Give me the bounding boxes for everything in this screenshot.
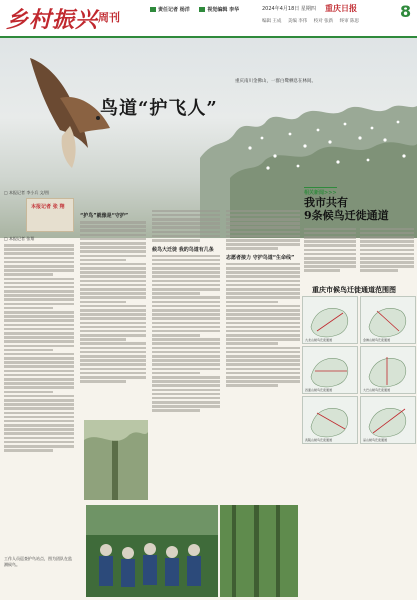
editor-info [150,6,247,13]
article-photo [220,505,298,597]
body-column-4 [226,208,300,389]
issue-date: 2024年4月18日 星期四 [262,6,316,12]
body-text [4,244,74,452]
map-panel [302,346,358,394]
staff-item: 编辑 王成 [262,19,282,24]
photo-illustration [220,505,298,597]
staff-line [262,18,364,24]
staff-item: 终审 陈思 [339,19,360,24]
sidebar-column [304,226,356,274]
staff-item: 校对 张新 [313,19,334,24]
map-illustration [361,397,415,443]
weekly-label: 周刊 [98,11,120,24]
map-illustration [303,297,357,343]
map-panel [360,396,416,444]
photo-credit: □ 本报记者 李小兵 文/图 [4,190,49,195]
map-caption: 武陵山候鸟迁徙通道 [305,438,333,442]
square-icon [199,7,205,12]
body-text [304,228,356,272]
section-logo: 乡村振兴 [6,7,99,33]
map-title: 重庆市候鸟迁徙通道范围图 [312,286,396,294]
lead-box [26,198,74,232]
article-headline: 鸟道“护飞人” [100,98,218,119]
square-icon [150,7,156,12]
map-caption: 金佛山候鸟迁徙通道 [363,338,391,342]
map-illustration [361,347,415,393]
section-tag: 相关新闻>>> [304,187,337,196]
map-caption: 巫山候鸟迁徙通道 [363,438,388,442]
map-caption: 大巴山候鸟迁徙通道 [363,388,391,392]
byline: □ 本报记者 张翔 [4,236,35,241]
body-text [360,228,414,272]
article-photo [86,505,218,597]
lead-box-text: 本报记者 张 翔 [31,204,65,210]
editor-b: 视觉编辑 李华 [207,7,240,13]
map-panel [360,346,416,394]
hawk-illustration [30,58,110,168]
body-column-2 [80,208,146,384]
photo-illustration [84,420,148,500]
map-illustration [361,297,415,343]
staff-item: 美编 李伟 [287,19,308,24]
photo-caption: 工作人员巡查护鸟站点，图为团队在监测候鸟。 [4,556,72,567]
masthead [0,0,417,38]
body-text [226,263,300,387]
editor-a: 责任记者 杨洋 [158,7,190,13]
sidebar-headline [304,196,389,222]
map-caption: 九龙山候鸟迁徙通道 [305,338,333,342]
map-grid [302,296,415,596]
paper-name: 重庆日报 [325,3,357,13]
map-panel [302,396,358,444]
body-column-3 [152,208,220,414]
photo-illustration [86,505,218,597]
body-text [226,210,300,250]
sub-heading: 候鸟大迁徙 我的鸟道有几条 [152,246,214,253]
article-photo [84,420,148,500]
page-number: 8 [400,2,412,21]
sidebar-headline-line: 9条候鸟迁徙通道 [304,209,389,222]
map-caption: 四面山候鸟迁徙通道 [305,388,333,392]
sidebar-headline-line: 我市共有 [304,196,348,209]
left-column [4,190,74,453]
map-illustration [303,397,357,443]
sub-heading: 志愿者接力 守护鸟道“生命线” [226,254,295,261]
map-panel [302,296,358,344]
sub-heading: “护鸟”就像是“守护” [80,213,129,219]
map-illustration [303,347,357,393]
body-text [152,255,220,413]
sidebar-column [360,226,414,274]
photo-caption: 重庆南川金佛山，一群白鹭栖息在林间。 [235,79,316,84]
body-text [152,210,220,242]
body-text [80,221,146,383]
map-panel [360,296,416,344]
